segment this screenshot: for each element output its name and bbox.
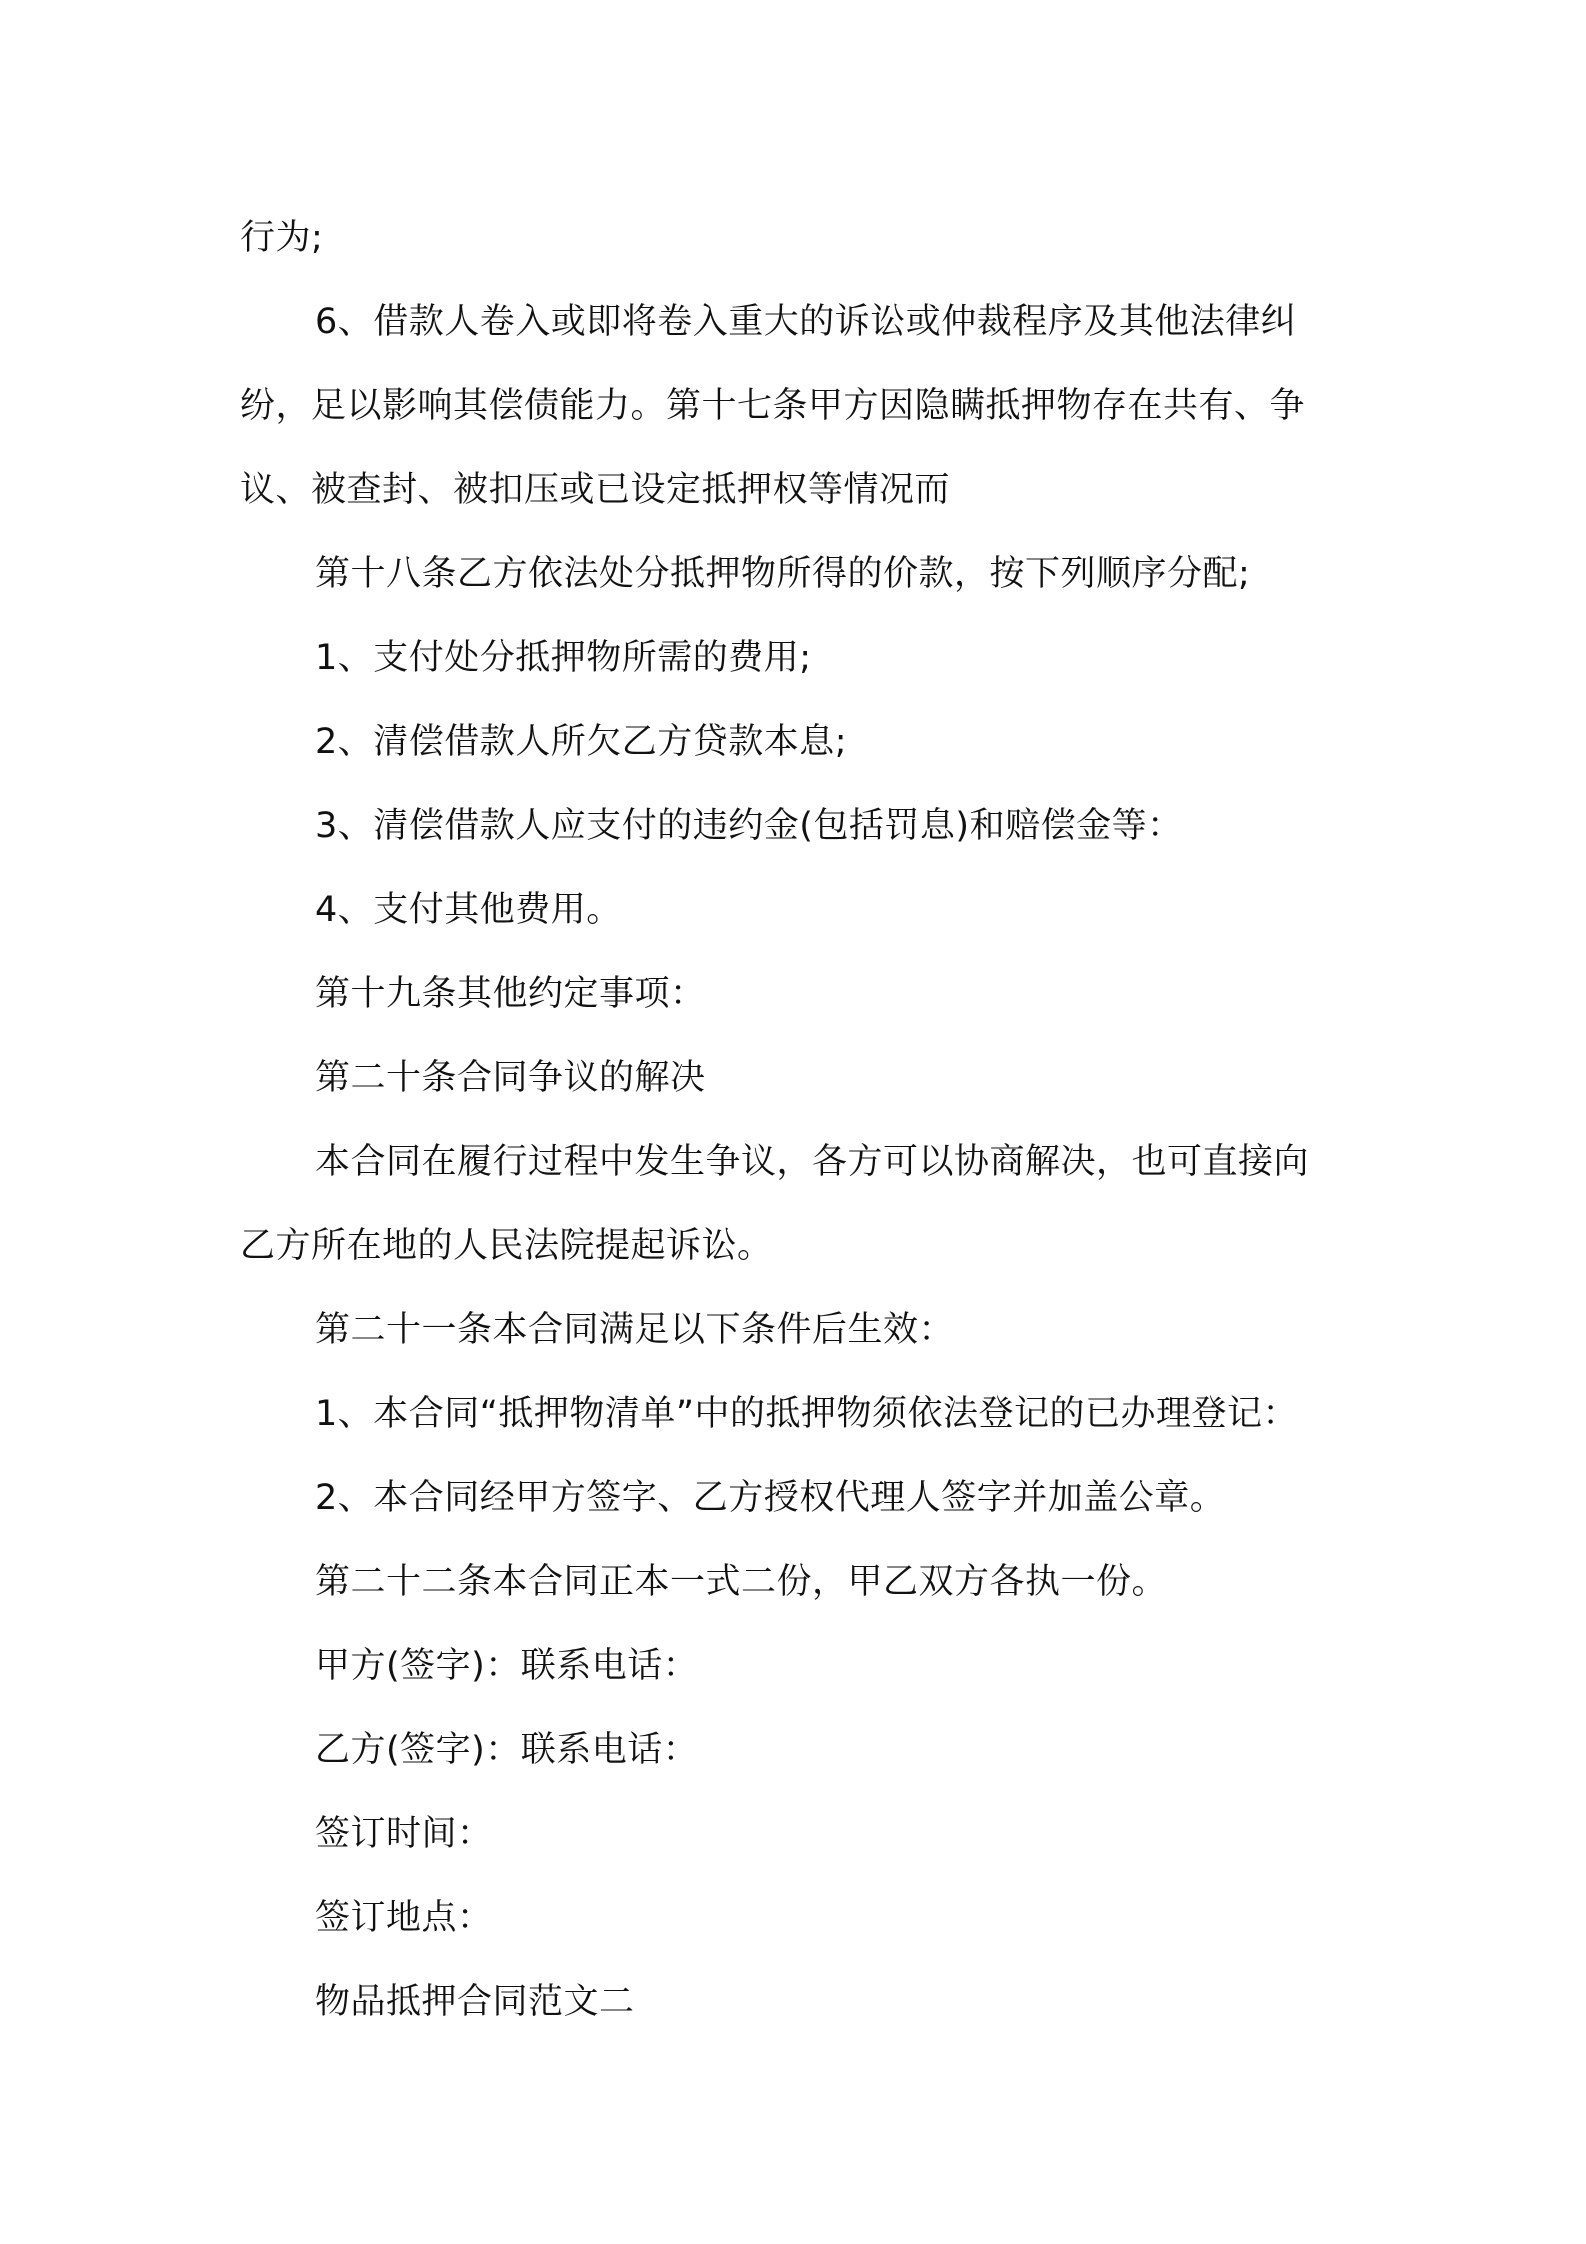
- paragraph: [240, 1624, 1370, 1708]
- paragraph: [240, 1876, 1370, 1960]
- text-line: 第二十条合同争议的解决: [315, 1058, 706, 1098]
- text-line: 6、借款人卷入或即将卷入重大的诉讼或仲裁程序及其他法律纠: [315, 302, 1297, 342]
- text-line: 4、支付其他费用。: [315, 890, 622, 930]
- paragraph: [240, 1708, 1370, 1792]
- paragraph: [240, 700, 1370, 784]
- document-body: [240, 196, 1370, 2044]
- text-line: 签订时间：: [315, 1814, 493, 1854]
- text-line: 乙方所在地的人民法院提起诉讼。: [240, 1226, 773, 1266]
- paragraph: [240, 196, 1370, 280]
- text-line: 2、本合同经甲方签字、乙方授权代理人签字并加盖公章。: [315, 1478, 1226, 1518]
- text-line: 2、清偿借款人所欠乙方贷款本息;: [315, 722, 848, 762]
- text-line: 第十八条乙方依法处分抵押物所得的价款，按下列顺序分配;: [315, 554, 1251, 594]
- text-line: 本合同在履行过程中发生争议，各方可以协商解决，也可直接向: [315, 1142, 1310, 1182]
- text-line: 第二十二条本合同正本一式二份，甲乙双方各执一份。: [315, 1562, 1168, 1602]
- paragraph: [240, 280, 1370, 532]
- text-line: 乙方(签字)：联系电话：: [315, 1730, 699, 1770]
- text-line: 行为;: [240, 218, 324, 258]
- paragraph: [240, 1960, 1370, 2044]
- paragraph: [240, 868, 1370, 952]
- paragraph: [240, 1036, 1370, 1120]
- text-line: 甲方(签字)：联系电话：: [315, 1646, 699, 1686]
- text-line: 议、被查封、被扣压或已设定抵押权等情况而: [240, 470, 951, 510]
- paragraph: [240, 784, 1370, 868]
- text-line: 签订地点：: [315, 1898, 493, 1938]
- text-line: 第十九条其他约定事项：: [315, 974, 706, 1014]
- text-line: 第二十一条本合同满足以下条件后生效：: [315, 1310, 955, 1350]
- paragraph: [240, 532, 1370, 616]
- paragraph: [240, 1372, 1370, 1456]
- text-line: 物品抵押合同范文二: [315, 1982, 635, 2022]
- text-line: 纷，足以影响其偿债能力。第十七条甲方因隐瞒抵押物存在共有、争: [240, 386, 1306, 426]
- paragraph: [240, 1288, 1370, 1372]
- text-line: 1、支付处分抵押物所需的费用;: [315, 638, 812, 678]
- text-line: 3、清偿借款人应支付的违约金(包括罚息)和赔偿金等：: [315, 806, 1183, 846]
- paragraph: [240, 952, 1370, 1036]
- paragraph: [240, 1120, 1370, 1288]
- paragraph: [240, 1540, 1370, 1624]
- paragraph: [240, 1456, 1370, 1540]
- paragraph: [240, 1792, 1370, 1876]
- text-line: 1、本合同“抵押物清单”中的抵押物须依法登记的已办理登记：: [315, 1394, 1299, 1434]
- paragraph: [240, 616, 1370, 700]
